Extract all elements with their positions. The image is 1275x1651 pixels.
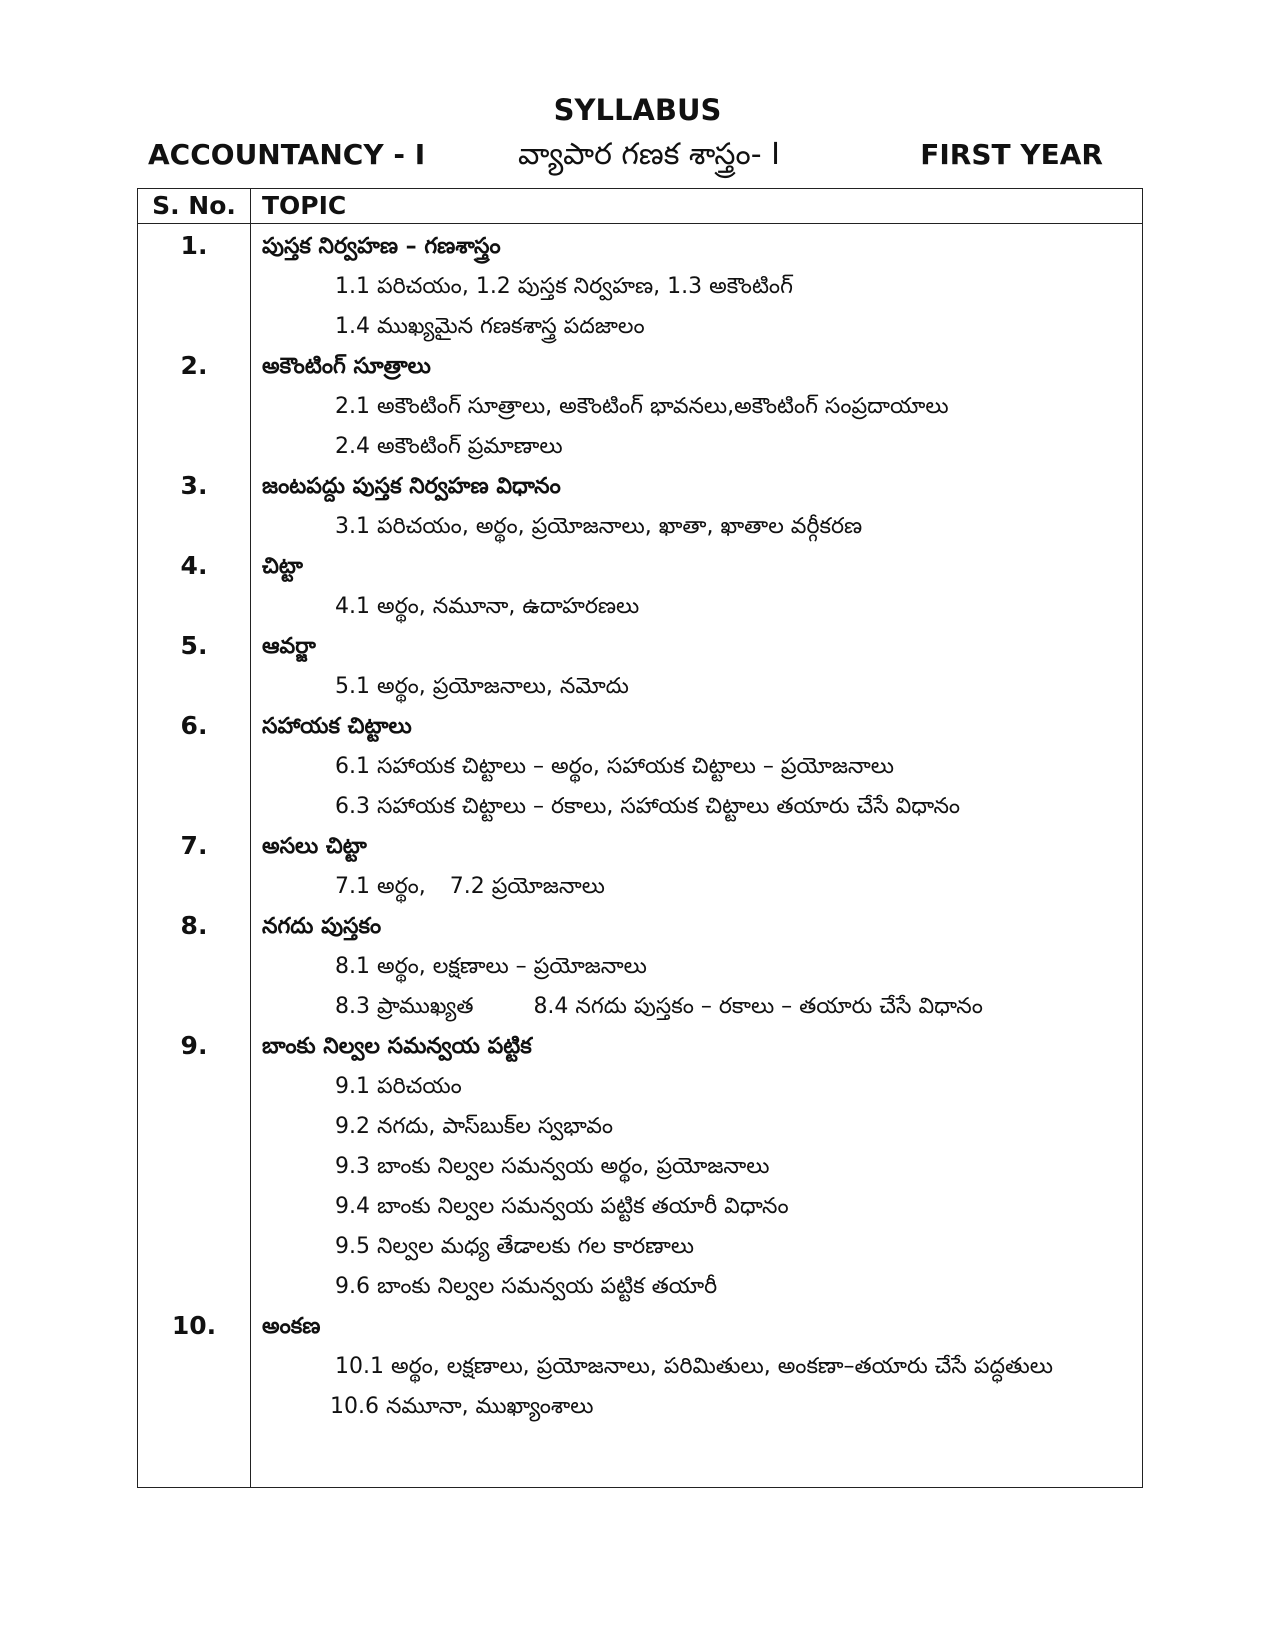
subtopic: 2.1 అకౌంటింగ్ సూత్రాలు, అకౌంటింగ్ భావనలు,అకౌంటింగ్ సంప్రదాయాలు [335,394,949,419]
section-4 [138,547,1142,627]
section-title: పుస్తక నిర్వహణ – గణశాస్త్రం [262,234,501,259]
section-number: 6. [180,711,208,740]
subtopic: 9.4 బాంకు నిల్వల సమన్వయ పట్టిక తయారీ విధానం [335,1194,789,1219]
section-number: 9. [180,1031,208,1060]
subtopic [335,867,1142,907]
section-10 [138,1307,1142,1427]
year-label: FIRST YEAR [920,138,1103,171]
section-number: 5. [180,631,208,660]
subtopic: 6.3 సహాయక చిట్టాలు – రకాలు, సహాయక చిట్టాలు తయారు చేసే విధానం [335,794,961,819]
subtopic-part: 7.1 అర్థం, [335,874,426,899]
section-number: 1. [180,231,208,260]
subtopic-part: 7.2 ప్రయోజనాలు [449,874,605,899]
subtopic: 2.4 అకౌంటింగ్ ప్రమాణాలు [335,434,563,459]
subtopic-part: 8.3 ప్రాముఖ్యత [335,994,474,1019]
header-sno: S. No. [152,191,236,220]
section-number: 4. [180,551,208,580]
section-title: అసలు చిట్టా [262,834,367,859]
subtopic: 1.4 ముఖ్యమైన గణకశాస్త్ర పదజాలం [335,314,645,339]
subtopic: 1.1 పరిచయం, 1.2 పుస్తక నిర్వహణ, 1.3 అకౌంటింగ్ [335,274,793,299]
section-number: 8. [180,911,208,940]
table-body [138,227,1142,1427]
subtopic: 9.3 బాంకు నిల్వల సమన్వయ అర్థం, ప్రయోజనాలు [335,1154,770,1179]
section-9 [138,1027,1142,1307]
subtopic: 4.1 అర్థం, నమూనా, ఉదాహరణలు [335,594,640,619]
section-title: నగదు పుస్తకం [262,914,382,939]
section-title: అంకణ [262,1314,321,1339]
subtopic: 6.1 సహాయక చిట్టాలు – అర్థం, సహాయక చిట్టాలు – ప్రయోజనాలు [335,754,894,779]
section-7 [138,827,1142,907]
subtopic: 8.1 అర్థం, లక్షణాలు – ప్రయోజనాలు [335,954,647,979]
subject-row [148,135,1103,175]
subject-english: ACCOUNTANCY - I [148,138,426,171]
section-8 [138,907,1142,1027]
subtopic: 10.1 అర్థం, లక్షణాలు, ప్రయోజనాలు, పరిమితులు, అంకణా–తయారు చేసే పద్ధతులు [335,1354,1053,1379]
section-6 [138,707,1142,827]
subject-telugu: వ్యాపార గణక శాస్త్రం- I [518,137,780,172]
subtopic: 10.6 నమూనా, ముఖ్యాంశాలు [330,1394,594,1419]
subtopic: 9.2 నగదు, పాస్‌బుక్‌ల స్వభావం [335,1114,613,1139]
subtopic: 5.1 అర్థం, ప్రయోజనాలు, నమోదు [335,674,629,699]
page-title: SYLLABUS [553,93,722,127]
table-header-row [138,189,1142,224]
subtopic: 9.6 బాంకు నిల్వల సమన్వయ పట్టిక తయారీ [335,1274,718,1299]
subtopic: 3.1 పరిచయం, అర్థం, ప్రయోజనాలు, ఖాతా, ఖాతాల వర్గీకరణ [335,514,863,539]
section-title: అకౌంటింగ్ సూత్రాలు [262,354,431,379]
section-title: చిట్టా [262,554,303,579]
section-title: జంటపద్దు పుస్తక నిర్వహణ విధానం [262,474,561,499]
section-2 [138,347,1142,467]
section-title: ఆవర్జా [262,634,316,659]
section-number: 10. [171,1311,217,1340]
section-title: సహాయక చిట్టాలు [262,714,412,739]
section-title: బాంకు నిల్వల సమన్వయ పట్టిక [262,1034,532,1059]
syllabus-table [137,188,1143,1488]
subtopic-part: 8.4 నగదు పుస్తకం – రకాలు – తయారు చేసే విధానం [533,994,983,1019]
section-1 [138,227,1142,347]
header-topic: TOPIC [262,191,347,220]
subtopic: 9.1 పరిచయం [335,1074,462,1099]
section-number: 2. [180,351,208,380]
section-5 [138,627,1142,707]
section-3 [138,467,1142,547]
subtopic: 9.5 నిల్వల మధ్య తేడాలకు గల కారణాలు [335,1234,695,1259]
section-number: 7. [180,831,208,860]
section-number: 3. [180,471,208,500]
subtopic [335,987,1142,1027]
